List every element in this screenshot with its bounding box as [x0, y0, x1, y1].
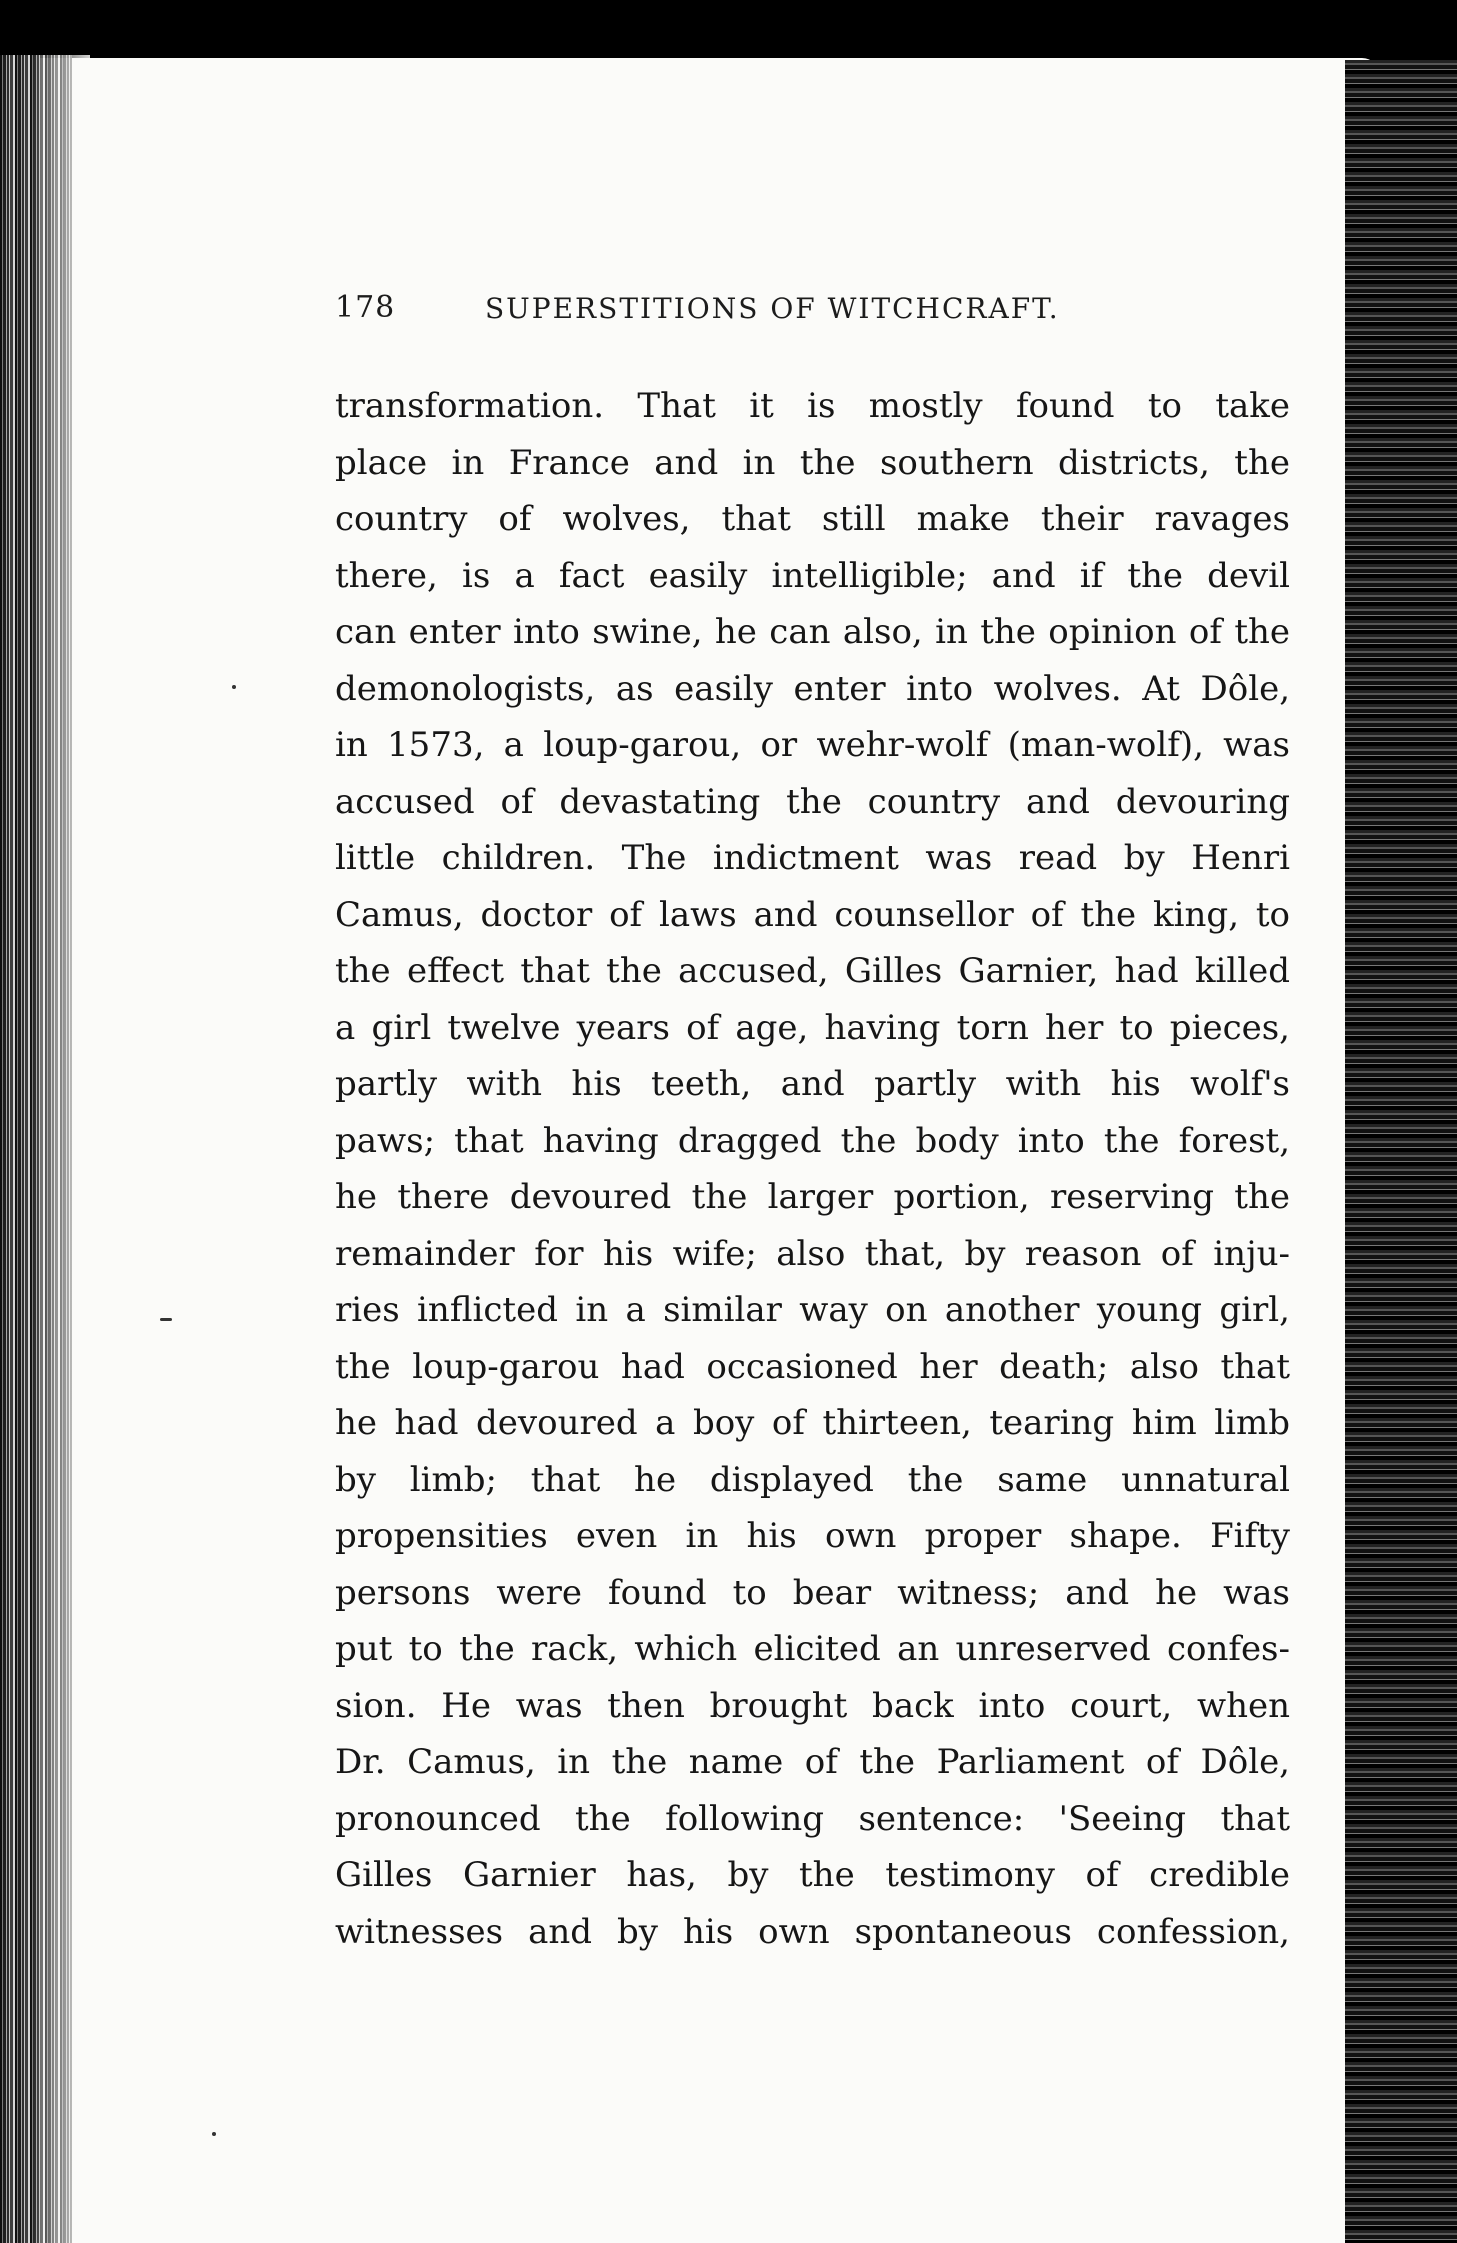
text-line: transformation. That it is mostly found to take — [335, 386, 1290, 426]
text-line: demonologists, as easily enter into wolves. At Dôle, — [335, 668, 1290, 709]
text-line: Camus, doctor of laws and counsellor of the king, to — [335, 894, 1290, 935]
ink-speck — [212, 2132, 216, 2136]
text-line: in 1573, a loup-garou, or wehr-wolf (man-wolf), was — [335, 725, 1290, 765]
text-line: he had devoured a boy of thirteen, tearing him limb — [335, 1403, 1290, 1443]
text-line: sion. He was then brought back into court, when — [335, 1685, 1290, 1726]
text-line: there, is a fact easily intelligible; and if the devil — [335, 555, 1290, 596]
text-line: little children. The indictment was read by Henri — [335, 838, 1290, 878]
ink-speck — [232, 685, 236, 689]
right-page-edge — [1345, 60, 1457, 2243]
text-line: remainder for his wife; also that, by reason of inju- — [335, 1233, 1290, 1274]
page-number: 178 — [335, 290, 396, 325]
running-title: SUPERSTITIONS OF WITCHCRAFT. — [485, 292, 1060, 325]
text-line: ries inflicted in a similar way on another young girl, — [335, 1290, 1290, 1330]
text-line: by limb; that he displayed the same unnatural — [335, 1459, 1290, 1500]
text-line: Gilles Garnier has, by the testimony of credible — [335, 1855, 1290, 1895]
text-line: a girl twelve years of age, having torn her to pieces, — [335, 1007, 1290, 1048]
scan-top-border — [0, 0, 1457, 62]
text-line: the effect that the accused, Gilles Garnier, had killed — [335, 951, 1290, 991]
text-line: partly with his teeth, and partly with his wolf's — [335, 1064, 1290, 1104]
text-line: place in France and in the southern districts, the — [335, 442, 1290, 483]
ink-speck — [160, 1318, 172, 1321]
left-edge-shadow — [30, 55, 90, 2243]
text-line: persons were found to bear witness; and he was — [335, 1572, 1290, 1613]
text-line: he there devoured the larger portion, reserving the — [335, 1177, 1290, 1217]
text-line: the loup-garou had occasioned her death; also that — [335, 1346, 1290, 1387]
text-line: country of wolves, that still make their ravages — [335, 499, 1290, 539]
text-line: paws; that having dragged the body into the forest, — [335, 1120, 1290, 1161]
text-line: can enter into swine, he can also, in the opinion of the — [335, 612, 1290, 652]
text-line: propensities even in his own proper shape. Fifty — [335, 1516, 1290, 1556]
body-text — [335, 378, 1290, 1960]
text-line: pronounced the following sentence: 'Seeing that — [335, 1798, 1290, 1839]
text-line: accused of devastating the country and devouring — [335, 781, 1290, 822]
text-line: put to the rack, which elicited an unreserved confes- — [335, 1629, 1290, 1669]
text-line: witnesses and by his own spontaneous confession, — [335, 1911, 1290, 1952]
text-line: Dr. Camus, in the name of the Parliament of Dôle, — [335, 1742, 1290, 1782]
running-head — [335, 290, 1295, 340]
